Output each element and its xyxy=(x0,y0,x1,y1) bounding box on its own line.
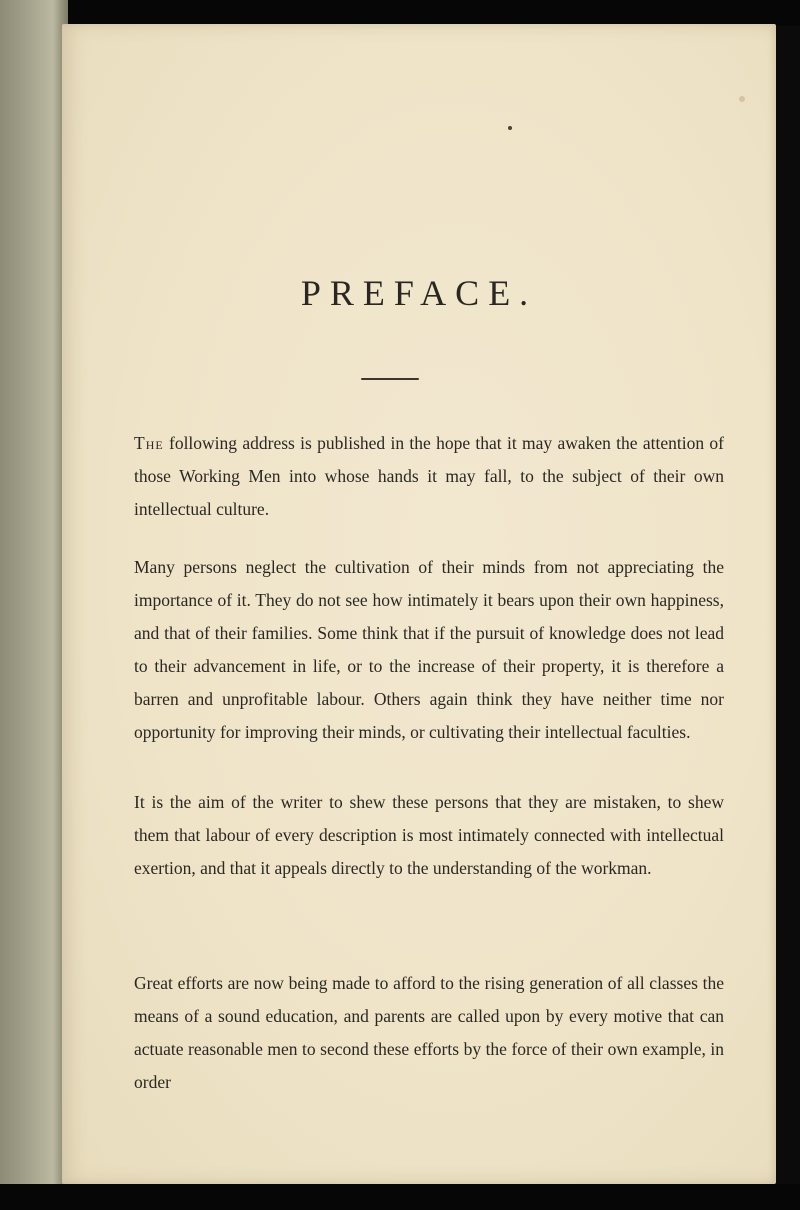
paper-stain xyxy=(739,96,745,102)
paragraph-2 xyxy=(134,551,724,749)
paragraph-1-lead: The xyxy=(134,433,164,453)
paragraph-3 xyxy=(134,786,724,885)
paragraph-1 xyxy=(134,427,724,526)
paragraph-3-text: It is the aim of the writer to shew these persons that they are mistaken, to shew them that labour of every description is most intimately connected with intellectual exertion, and that it appeals directly to the understanding of the workman. xyxy=(134,792,724,878)
page-heading: PREFACE. xyxy=(300,273,538,313)
scan-top-border xyxy=(0,0,800,26)
book-page xyxy=(62,24,776,1184)
paragraph-1-text: following address is published in the hope that it may awaken the attention of those Working Men into whose hands it may fall, to the subject of their own intellectual culture. xyxy=(134,433,724,519)
paper-speck xyxy=(508,126,512,130)
paragraph-4-text: Great efforts are now being made to afford to the rising generation of all classes the means of a sound education, and parents are called upon by every motive that can actuate reasonable men to second these efforts by the force of their own example, in order xyxy=(134,973,724,1092)
paragraph-2-text: Many persons neglect the cultivation of their minds from not appreciating the importance of it. They do not see how intimately it bears upon their own happiness, and that of their families. Some think that if the pursuit of knowledge does not lead to their advancement in life, or to the increase of their property, it is therefore a barren and unprofitable labour. Others again think they have neither time nor opportunity for improving their minds, or cultivating their intellectual faculties. xyxy=(134,557,724,742)
paragraph-4 xyxy=(134,967,724,1099)
heading-rule xyxy=(361,378,419,380)
scan-bottom-border xyxy=(0,1184,800,1210)
